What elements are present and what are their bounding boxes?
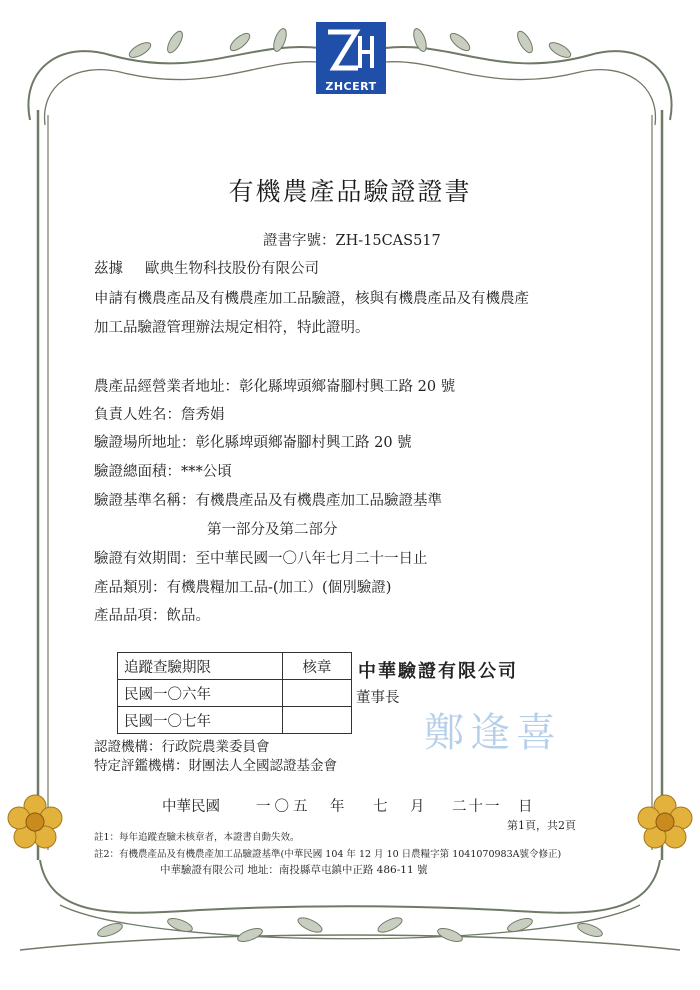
intro-prefix: 茲據 bbox=[94, 261, 123, 277]
site-address: 驗證場所地址：彰化縣埤頭鄉崙腳村興工路 20 號 bbox=[94, 435, 412, 451]
date-year: 一〇五 bbox=[256, 799, 312, 815]
page-info: 第1頁，共2頁 bbox=[507, 819, 576, 832]
date-month-unit: 月 bbox=[410, 799, 425, 815]
table-cell bbox=[282, 680, 351, 707]
applicant-company: 歐典生物科技股份有限公司 bbox=[145, 261, 319, 277]
issuer-title: 董事長 bbox=[356, 690, 400, 706]
product-item: 產品品項：飲品。 bbox=[94, 608, 210, 624]
standard-name-continued: 第一部分及第二部分 bbox=[207, 522, 338, 538]
note-2: 註2：有機農產品及有機農產加工品驗證基準(中華民國 104 年 12 月 10 日農糧字第 1041070983A號令修正) bbox=[94, 849, 562, 860]
flower-ornament-right bbox=[635, 792, 695, 852]
note-1: 註1：每年追蹤查驗未核章者，本證書自動失效。 bbox=[94, 832, 300, 843]
operator-address: 農產品經營業者地址：彰化縣埤頭鄉崙腳村興工路 20 號 bbox=[94, 379, 456, 395]
table-cell bbox=[282, 707, 351, 734]
total-area: 驗證總面積：***公頃 bbox=[94, 464, 232, 480]
table-row bbox=[118, 680, 352, 707]
date-day: 二十一 bbox=[452, 799, 502, 815]
date-year-unit: 年 bbox=[330, 799, 345, 815]
intro-line-2: 申請有機農產品及有機農產加工品驗證，核與有機農產品及有機農產 bbox=[94, 291, 529, 307]
table-header: 追蹤查驗期限 bbox=[118, 653, 283, 680]
product-category: 產品類別：有機農糧加工品-(加工）(個別驗證) bbox=[94, 580, 392, 596]
table-cell: 民國一〇七年 bbox=[118, 707, 283, 734]
accreditor: 認證機構：行政院農業委員會 bbox=[94, 739, 270, 755]
date-era: 中華民國 bbox=[162, 799, 220, 815]
footer-address: 中華驗證有限公司 地址：南投縣草屯鎮中正路 486-11 號 bbox=[160, 864, 428, 876]
certificate-title: 有機農產品驗證證書 bbox=[228, 177, 472, 206]
date-day-unit: 日 bbox=[518, 799, 533, 815]
logo-text: ZHCERT bbox=[316, 80, 386, 94]
specific-evaluator: 特定評鑑機構：財團法人全國認證基金會 bbox=[94, 758, 337, 774]
zhcert-logo bbox=[316, 22, 386, 94]
standard-name: 驗證基準名稱：有機農產品及有機農產加工品驗證基準 bbox=[94, 493, 442, 509]
person-in-charge: 負責人姓名：詹秀娟 bbox=[94, 407, 225, 423]
table-row bbox=[118, 707, 352, 734]
issuer-company: 中華驗證有限公司 bbox=[358, 661, 518, 682]
signature-seal: 鄭逢喜 bbox=[424, 710, 562, 756]
zhcert-logo-mark-icon bbox=[316, 22, 386, 80]
table-header-row bbox=[118, 653, 352, 680]
table-header: 核章 bbox=[282, 653, 351, 680]
date-month: 七 bbox=[373, 799, 388, 815]
flower-ornament-left bbox=[5, 792, 65, 852]
validity-period: 驗證有效期間：至中華民國一〇八年七月二十一日止 bbox=[94, 551, 428, 567]
intro-line-3: 加工品驗證管理辦法規定相符，特此證明。 bbox=[94, 320, 370, 336]
table-cell: 民國一〇六年 bbox=[118, 680, 283, 707]
audit-table bbox=[117, 652, 352, 734]
certificate-number: 證書字號：ZH-15CAS517 bbox=[263, 233, 441, 249]
